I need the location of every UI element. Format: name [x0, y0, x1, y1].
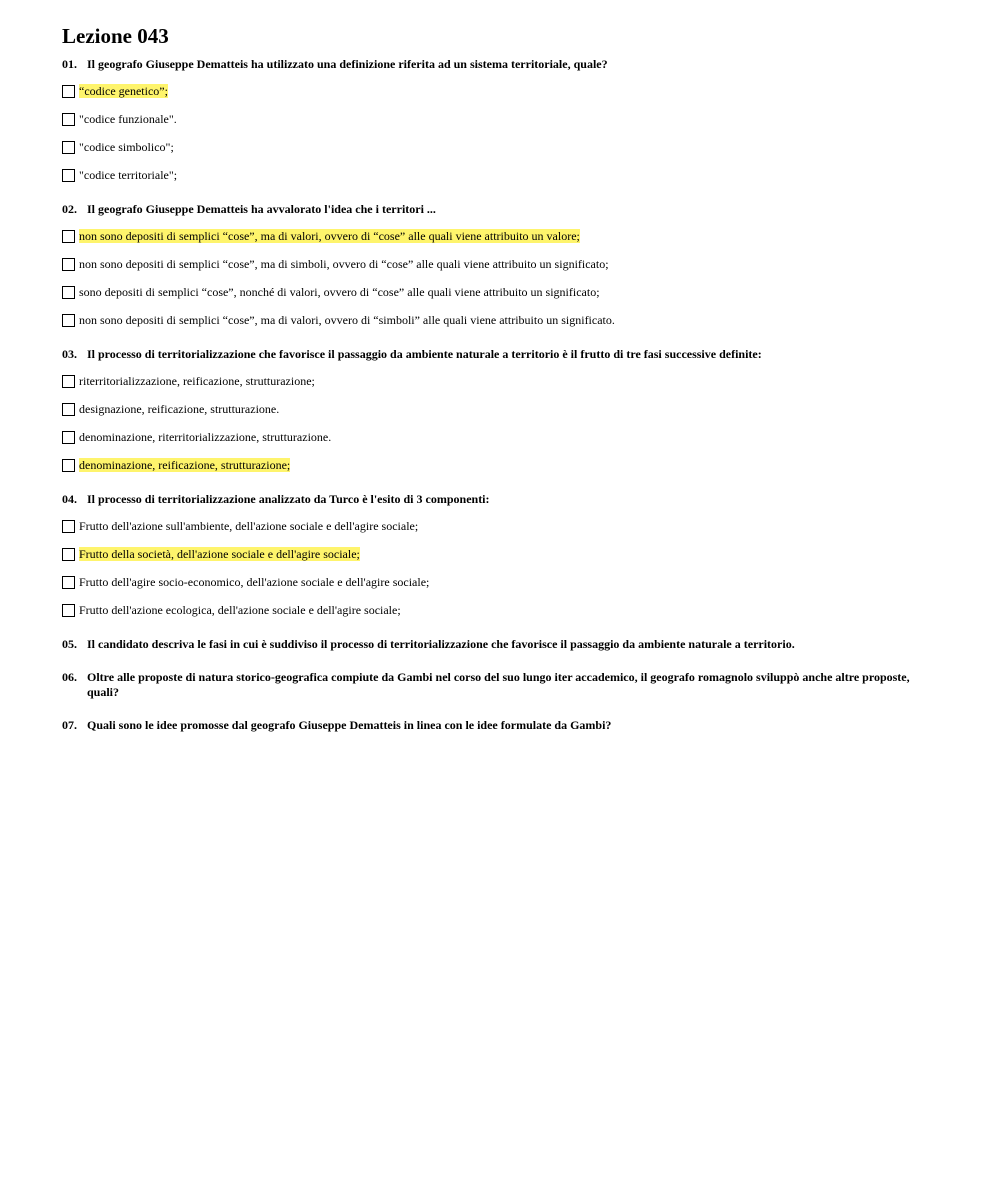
checkbox[interactable]: [62, 258, 75, 271]
question-text: Il processo di territorializzazione che favorisce il passaggio da ambiente naturale a territorio è il frutto di tre fasi successive definite:: [87, 347, 762, 361]
option[interactable]: [62, 601, 942, 619]
option-text: non sono depositi di semplici “cose”, ma di simboli, ovvero di “cose” alle quali viene attribuito un significato;: [79, 257, 609, 271]
option[interactable]: [62, 82, 942, 100]
checkbox[interactable]: [62, 520, 75, 533]
checkbox[interactable]: [62, 403, 75, 416]
option-text: "codice simbolico";: [79, 140, 174, 154]
checkbox[interactable]: [62, 375, 75, 388]
option[interactable]: [62, 255, 942, 273]
option-text: “codice genetico”;: [79, 84, 168, 98]
checkbox[interactable]: [62, 141, 75, 154]
options-list: [62, 82, 942, 184]
question-03: [62, 347, 942, 474]
options-list: [62, 517, 942, 619]
question-text: Oltre alle proposte di natura storico-geografica compiute da Gambi nel corso del suo lungo iter accademico, il geografo romagnolo sviluppò anche altre proposte, quali?: [87, 670, 910, 699]
option[interactable]: [62, 166, 942, 184]
question-header: [62, 492, 942, 507]
options-list: [62, 227, 942, 329]
question-number: 05.: [62, 637, 77, 651]
question-header: [62, 347, 942, 362]
question-number: 02.: [62, 202, 77, 216]
question-header: [62, 637, 942, 652]
option[interactable]: [62, 456, 942, 474]
checkbox[interactable]: [62, 431, 75, 444]
question-number: 01.: [62, 57, 77, 71]
checkbox[interactable]: [62, 576, 75, 589]
option-text: Frutto dell'azione sull'ambiente, dell'azione sociale e dell'agire sociale;: [79, 519, 419, 533]
option[interactable]: [62, 428, 942, 446]
checkbox[interactable]: [62, 548, 75, 561]
checkbox[interactable]: [62, 230, 75, 243]
option[interactable]: [62, 517, 942, 535]
option[interactable]: [62, 573, 942, 591]
checkbox[interactable]: [62, 169, 75, 182]
option[interactable]: [62, 110, 942, 128]
option-text: Frutto della società, dell'azione sociale e dell'agire sociale;: [79, 547, 360, 561]
question-01: [62, 57, 942, 184]
option[interactable]: [62, 227, 942, 245]
option[interactable]: [62, 372, 942, 390]
option-text: "codice territoriale";: [79, 168, 178, 182]
question-text: Il processo di territorializzazione analizzato da Turco è l'esito di 3 componenti:: [87, 492, 490, 506]
option-text: riterritorializzazione, reificazione, strutturazione;: [79, 374, 315, 388]
question-number: 04.: [62, 492, 77, 506]
options-list: [62, 372, 942, 474]
checkbox[interactable]: [62, 85, 75, 98]
option-text: non sono depositi di semplici “cose”, ma di valori, ovvero di “cose” alle quali viene attribuito un valore;: [79, 229, 580, 243]
question-text: Il geografo Giuseppe Dematteis ha utilizzato una definizione riferita ad un sistema territoriale, quale?: [87, 57, 608, 71]
question-text: Quali sono le idee promosse dal geografo Giuseppe Dematteis in linea con le idee formulate da Gambi?: [87, 718, 612, 732]
option-text: denominazione, riterritorializzazione, strutturazione.: [79, 430, 332, 444]
document-page: [62, 24, 942, 751]
question-text: Il candidato descriva le fasi in cui è suddiviso il processo di territorializzazione che favorisce il passaggio da ambiente naturale a territorio.: [87, 637, 795, 651]
option[interactable]: [62, 545, 942, 563]
option-text: denominazione, reificazione, strutturazione;: [79, 458, 291, 472]
option[interactable]: [62, 311, 942, 329]
option-text: sono depositi di semplici “cose”, nonché di valori, ovvero di “cose” alle quali viene attribuito un significato;: [79, 285, 600, 299]
checkbox[interactable]: [62, 113, 75, 126]
checkbox[interactable]: [62, 459, 75, 472]
question-07: [62, 718, 942, 733]
checkbox[interactable]: [62, 286, 75, 299]
checkbox[interactable]: [62, 604, 75, 617]
question-text: Il geografo Giuseppe Dematteis ha avvalorato l'idea che i territori ...: [87, 202, 436, 216]
question-header: [62, 718, 942, 733]
question-header: [62, 57, 942, 72]
question-number: 03.: [62, 347, 77, 361]
question-header: [62, 670, 942, 700]
option-text: non sono depositi di semplici “cose”, ma di valori, ovvero di “simboli” alle quali viene attribuito un significato.: [79, 313, 615, 327]
option-text: designazione, reificazione, strutturazione.: [79, 402, 280, 416]
question-04: [62, 492, 942, 619]
option[interactable]: [62, 400, 942, 418]
question-06: [62, 670, 942, 700]
question-number: 07.: [62, 718, 77, 732]
question-number: 06.: [62, 670, 77, 684]
option-text: "codice funzionale".: [79, 112, 177, 126]
option[interactable]: [62, 283, 942, 301]
question-02: [62, 202, 942, 329]
lesson-title: Lezione 043: [62, 24, 169, 48]
checkbox[interactable]: [62, 314, 75, 327]
question-05: [62, 637, 942, 652]
question-header: [62, 202, 942, 217]
option-text: Frutto dell'azione ecologica, dell'azione sociale e dell'agire sociale;: [79, 603, 401, 617]
option-text: Frutto dell'agire socio-economico, dell'azione sociale e dell'agire sociale;: [79, 575, 430, 589]
option[interactable]: [62, 138, 942, 156]
